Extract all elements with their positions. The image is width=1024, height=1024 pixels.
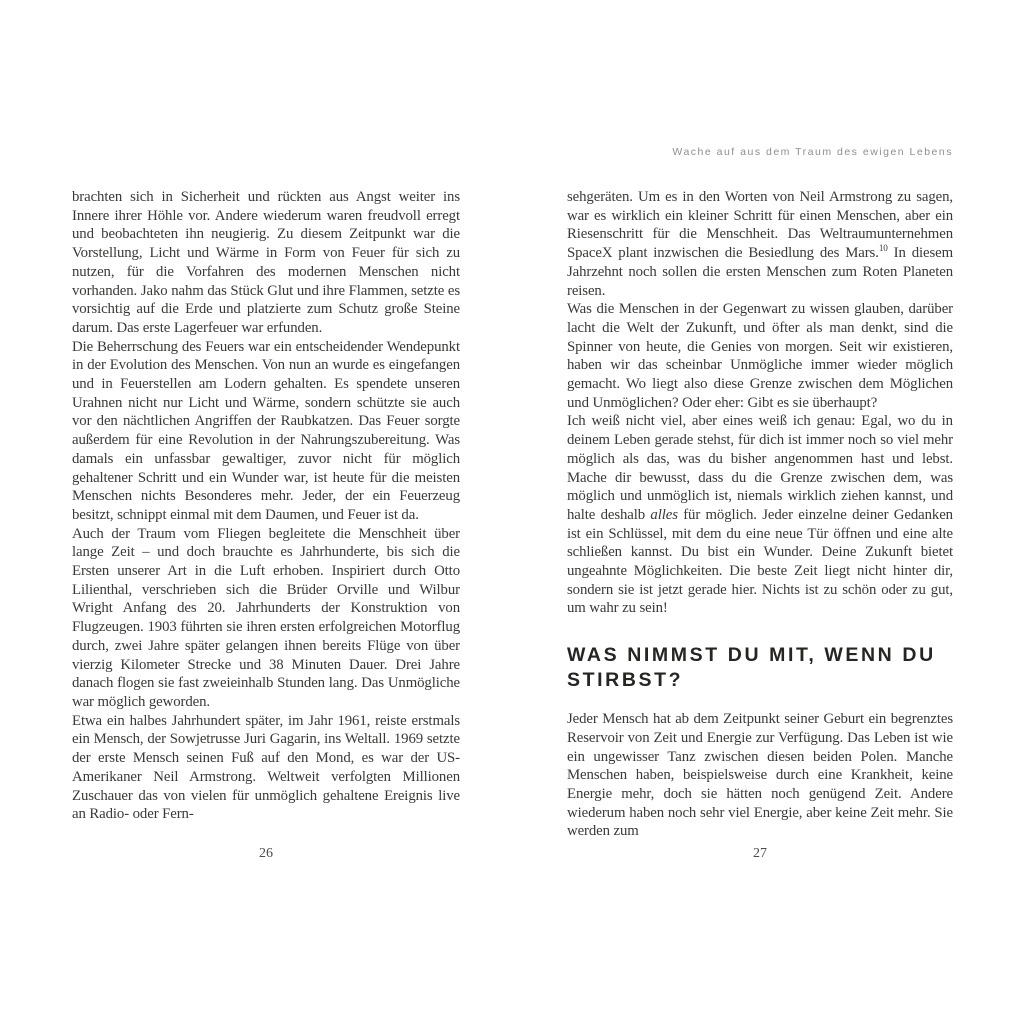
- paragraph: [72, 188, 460, 338]
- footnote-marker: 10: [878, 243, 888, 254]
- paragraph: [72, 525, 460, 712]
- paragraph: [72, 712, 460, 824]
- section-heading: WAS NIMMST DU MIT, WENN DU STIRBST?: [567, 644, 936, 692]
- paragraph: [72, 338, 460, 525]
- page-number-left: 26: [259, 846, 273, 861]
- right-page-paragraphs-bottom: [567, 710, 953, 841]
- emphasized-text: alles: [650, 506, 678, 523]
- text-run: sehgeräten. Um es in den Worten von Neil Armstrong zu sagen, war es wirklich ein kleiner Schritt für einen Menschen, aber ein Riesenschritt für die Menschheit. Das Weltraumunternehmen SpaceX plant inzwischen die Besiedlung des Mars.: [567, 189, 953, 262]
- left-page-text: [72, 188, 460, 824]
- paragraph: [567, 412, 953, 618]
- text-run: Ich weiß nicht viel, aber eines weiß ich genau: Egal, wo du in deinem Leben gerade stehst, für dich ist immer noch so viel mehr möglich als das, was du bisher angenommen hast und lebst. Mache dir bewusst, dass du die Grenze zwischen dem, was möglich und unmöglich ist, niemals wirklich ziehen kannst, und halte deshalb: [567, 413, 953, 523]
- text-run: brachten sich in Sicherheit und rückten aus Angst weiter ins Innere ihrer Höhle vor. Andere wiederum waren freudvoll erregt und beobachteten ihn neugierig. Zu diesem Zeitpunkt war die Vorstellung, Licht und Wärme in Form von Feuer für sich zu nutzen, für die Vorfahren des modernen Menschen nicht vorhanden. Jako nahm das Stück Glut und ihre Flammen, setzte es vorsichtig auf die Erde und platzierte zum Schutz große Steine darum. Das erste Lagerfeuer war erfunden.: [72, 189, 460, 336]
- text-run: Jeder Mensch hat ab dem Zeitpunkt seiner Geburt ein begrenztes Reservoir von Zeit und Energie zur Verfügung. Das Leben ist wie ein ungewisser Tanz zwischen diesen beiden Polen. Manche Menschen haben, beispielsweise durch eine Krankheit, keine Energie mehr, doch sie hätten noch genügend Zeit. Andere wiederum haben noch sehr viel Energie, aber keine Zeit mehr. Sie werden zum: [567, 711, 953, 840]
- text-run: Die Beherrschung des Feuers war ein entscheidender Wendepunkt in der Evolution des Menschen. Von nun an wurde es eingefangen und in Feuerstellen am Lodern gehalten. Es spendete unseren Urahnen nicht nur Licht und Wärme, sondern schützte sie auch vor den nächtlichen Angriffen der Raubkatzen. Das Feuer sorgte außerdem für eine Revolution in der Nahrungszubereitung. Was damals ein unfassbar gewaltiger, zuvor nicht für möglich gehaltener Schritt und ein Wunder war, ist heute für die meisten Menschen nichts Besonderes mehr. Jeder, der ein Feuerzeug besitzt, schnippt einmal mit dem Daumen, und Feuer ist da.: [72, 338, 460, 523]
- running-head: Wache auf aus dem Traum des ewigen Lebens: [672, 146, 953, 158]
- text-run: Was die Menschen in der Gegenwart zu wissen glauben, darüber lacht die Welt der Zukunft, und öfter als man denkt, sind die Spinner von heute, die Genies von morgen. Seit wir existieren, haben wir das scheinbar Unmögliche immer wieder möglich gemacht. Wo liegt also diese Grenze zwischen dem Möglichen und Unmöglichen? Oder eher: Gibt es sie überhaupt?: [567, 301, 953, 411]
- page-number-right: 27: [753, 846, 767, 861]
- text-run: Etwa ein halbes Jahrhundert später, im Jahr 1961, reiste erstmals ein Mensch, der Sowjetrusse Juri Gagarin, ins Weltall. 1969 setzte der erste Mensch seinen Fuß auf den Mond, es war der US-Amerikaner Neil Armstrong. Weltweit verfolgten Millionen Zuschauer das von vielen für unmöglich gehaltene Ereignis live an Radio- oder Fern-: [72, 712, 460, 823]
- right-page-paragraphs-top: [567, 188, 953, 618]
- right-page-text: [567, 188, 953, 841]
- text-run: Auch der Traum vom Fliegen begleitete die Menschheit über lange Zeit – und doch brauchte es Jahrhunderte, bis sich die Ersten unserer Art in die Luft erhoben. Inspiriert durch Otto Lilienthal, verschrieben sich die Brüder Orville und Wilbur Wright Anfang des 20. Jahrhunderts der Konstruktion von Flugzeugen. 1903 führten sie ihren ersten erfolgreichen Motorflug durch, zwei Jahre später gelangen ihnen bereits Flüge von über vierzig Kilometer Strecke und 38 Minuten Dauer. Drei Jahre danach flogen sie fast zweieinhalb Stunden lang. Das Unmögliche war möglich geworden.: [72, 525, 460, 710]
- paragraph: [567, 710, 953, 841]
- text-run: In diesem Jahrzehnt noch sollen die ersten Menschen zum Roten Planeten reisen.: [567, 245, 954, 299]
- text-run: für möglich. Jeder einzelne deiner Gedanken ist ein Schlüssel, mit dem du eine neue Tür öffnen und eine alte schließen kannst. Du bist ein Wunder. Deine Zukunft bietet ungeahnte Möglichkeiten. Die beste Zeit liegt nicht hinter dir, sondern sie ist jetzt gerade hier. Nichts ist zu schön oder zu gut, um wahr zu sein!: [567, 506, 953, 617]
- paragraph: [567, 188, 953, 300]
- paragraph: [567, 300, 953, 412]
